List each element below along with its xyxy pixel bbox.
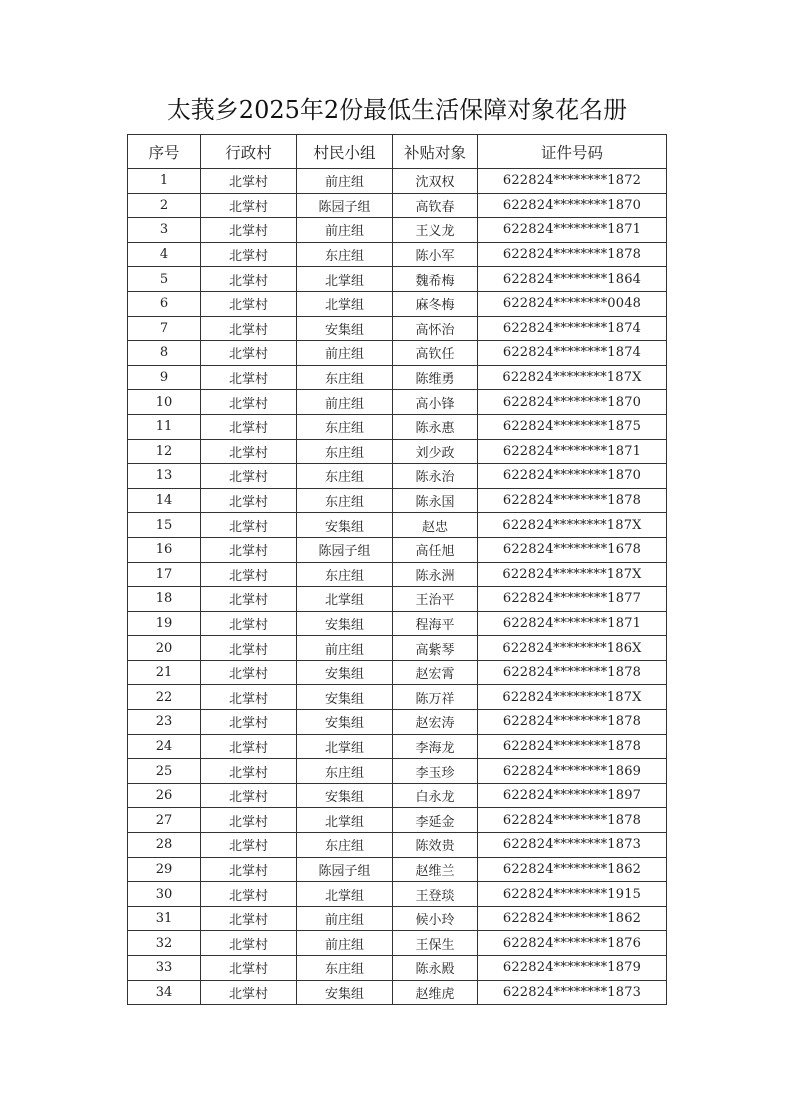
village-cell: 北掌村 — [201, 710, 297, 735]
id-number-cell: 622824********1875 — [478, 414, 667, 439]
id-number-cell: 622824********1915 — [478, 882, 667, 907]
table-row — [128, 660, 667, 685]
header-villager-group: 村民小组 — [297, 135, 393, 169]
serial-number-cell: 8 — [128, 341, 201, 366]
header-row — [128, 135, 667, 169]
id-number-cell: 622824********1878 — [478, 808, 667, 833]
recipient-cell: 赵宏霄 — [393, 660, 478, 685]
serial-number-cell: 23 — [128, 710, 201, 735]
serial-number-cell: 29 — [128, 857, 201, 882]
recipient-cell: 王登琰 — [393, 882, 478, 907]
id-number-cell: 622824********1878 — [478, 242, 667, 267]
id-number-cell: 622824********1678 — [478, 537, 667, 562]
village-cell: 北掌村 — [201, 414, 297, 439]
recipient-cell: 陈永治 — [393, 464, 478, 489]
id-number-cell: 622824********1862 — [478, 906, 667, 931]
group-cell: 东庄组 — [297, 414, 393, 439]
serial-number-cell: 31 — [128, 906, 201, 931]
group-cell: 前庄组 — [297, 390, 393, 415]
serial-number-cell: 30 — [128, 882, 201, 907]
group-cell: 东庄组 — [297, 759, 393, 784]
table-row — [128, 390, 667, 415]
table-row — [128, 857, 667, 882]
group-cell: 安集组 — [297, 611, 393, 636]
group-cell: 北掌组 — [297, 587, 393, 612]
recipient-cell: 陈效贵 — [393, 833, 478, 858]
serial-number-cell: 6 — [128, 291, 201, 316]
group-cell: 东庄组 — [297, 488, 393, 513]
village-cell: 北掌村 — [201, 488, 297, 513]
group-cell: 陈园子组 — [297, 857, 393, 882]
group-cell: 陈园子组 — [297, 193, 393, 218]
id-number-cell: 622824********1878 — [478, 734, 667, 759]
table-row — [128, 931, 667, 956]
group-cell: 安集组 — [297, 316, 393, 341]
table-row — [128, 980, 667, 1005]
table-row — [128, 513, 667, 538]
group-cell: 前庄组 — [297, 218, 393, 243]
id-number-cell: 622824********1870 — [478, 464, 667, 489]
id-number-cell: 622824********187X — [478, 685, 667, 710]
serial-number-cell: 25 — [128, 759, 201, 784]
recipient-cell: 赵维虎 — [393, 980, 478, 1005]
village-cell: 北掌村 — [201, 660, 297, 685]
recipient-cell: 陈维勇 — [393, 365, 478, 390]
village-cell: 北掌村 — [201, 267, 297, 292]
recipient-cell: 陈永国 — [393, 488, 478, 513]
recipient-cell: 李玉珍 — [393, 759, 478, 784]
table-row — [128, 439, 667, 464]
village-cell: 北掌村 — [201, 636, 297, 661]
serial-number-cell: 17 — [128, 562, 201, 587]
village-cell: 北掌村 — [201, 857, 297, 882]
table-row — [128, 906, 667, 931]
id-number-cell: 622824********1879 — [478, 956, 667, 981]
id-number-cell: 622824********1877 — [478, 587, 667, 612]
recipient-cell: 陈小军 — [393, 242, 478, 267]
table-row — [128, 783, 667, 808]
village-cell: 北掌村 — [201, 316, 297, 341]
group-cell: 东庄组 — [297, 562, 393, 587]
table-row — [128, 882, 667, 907]
table-row — [128, 341, 667, 366]
recipient-cell: 刘少政 — [393, 439, 478, 464]
id-number-cell: 622824********1864 — [478, 267, 667, 292]
group-cell: 前庄组 — [297, 341, 393, 366]
recipient-cell: 陈万祥 — [393, 685, 478, 710]
recipient-cell: 白永龙 — [393, 783, 478, 808]
serial-number-cell: 21 — [128, 660, 201, 685]
village-cell: 北掌村 — [201, 906, 297, 931]
recipient-cell: 高任旭 — [393, 537, 478, 562]
recipient-cell: 陈永洲 — [393, 562, 478, 587]
village-cell: 北掌村 — [201, 611, 297, 636]
id-number-cell: 622824********1869 — [478, 759, 667, 784]
serial-number-cell: 11 — [128, 414, 201, 439]
serial-number-cell: 10 — [128, 390, 201, 415]
serial-number-cell: 15 — [128, 513, 201, 538]
serial-number-cell: 7 — [128, 316, 201, 341]
recipient-cell: 赵维兰 — [393, 857, 478, 882]
village-cell: 北掌村 — [201, 390, 297, 415]
village-cell: 北掌村 — [201, 193, 297, 218]
roster-table — [127, 134, 667, 1005]
id-number-cell: 622824********187X — [478, 365, 667, 390]
serial-number-cell: 34 — [128, 980, 201, 1005]
table-row — [128, 218, 667, 243]
village-cell: 北掌村 — [201, 464, 297, 489]
id-number-cell: 622824********186X — [478, 636, 667, 661]
table-row — [128, 734, 667, 759]
table-row — [128, 759, 667, 784]
group-cell: 安集组 — [297, 660, 393, 685]
serial-number-cell: 20 — [128, 636, 201, 661]
serial-number-cell: 22 — [128, 685, 201, 710]
recipient-cell: 高紫琴 — [393, 636, 478, 661]
header-subsidy-recipient: 补贴对象 — [393, 135, 478, 169]
village-cell: 北掌村 — [201, 734, 297, 759]
village-cell: 北掌村 — [201, 685, 297, 710]
recipient-cell: 程海平 — [393, 611, 478, 636]
recipient-cell: 候小玲 — [393, 906, 478, 931]
id-number-cell: 622824********1878 — [478, 660, 667, 685]
serial-number-cell: 14 — [128, 488, 201, 513]
table-row — [128, 193, 667, 218]
group-cell: 安集组 — [297, 783, 393, 808]
id-number-cell: 622824********1874 — [478, 341, 667, 366]
group-cell: 北掌组 — [297, 291, 393, 316]
village-cell: 北掌村 — [201, 587, 297, 612]
village-cell: 北掌村 — [201, 759, 297, 784]
group-cell: 北掌组 — [297, 808, 393, 833]
village-cell: 北掌村 — [201, 808, 297, 833]
village-cell: 北掌村 — [201, 439, 297, 464]
recipient-cell: 沈双权 — [393, 169, 478, 194]
serial-number-cell: 9 — [128, 365, 201, 390]
serial-number-cell: 5 — [128, 267, 201, 292]
village-cell: 北掌村 — [201, 783, 297, 808]
id-number-cell: 622824********1870 — [478, 193, 667, 218]
village-cell: 北掌村 — [201, 980, 297, 1005]
table-row — [128, 316, 667, 341]
id-number-cell: 622824********1871 — [478, 218, 667, 243]
recipient-cell: 王义龙 — [393, 218, 478, 243]
id-number-cell: 622824********1874 — [478, 316, 667, 341]
header-serial-number: 序号 — [128, 135, 201, 169]
recipient-cell: 赵忠 — [393, 513, 478, 538]
village-cell: 北掌村 — [201, 833, 297, 858]
table-row — [128, 291, 667, 316]
serial-number-cell: 2 — [128, 193, 201, 218]
recipient-cell: 李海龙 — [393, 734, 478, 759]
table-row — [128, 267, 667, 292]
header-administrative-village: 行政村 — [201, 135, 297, 169]
village-cell: 北掌村 — [201, 513, 297, 538]
group-cell: 安集组 — [297, 980, 393, 1005]
village-cell: 北掌村 — [201, 169, 297, 194]
village-cell: 北掌村 — [201, 291, 297, 316]
table-row — [128, 242, 667, 267]
recipient-cell: 高钦春 — [393, 193, 478, 218]
serial-number-cell: 1 — [128, 169, 201, 194]
group-cell: 前庄组 — [297, 931, 393, 956]
serial-number-cell: 27 — [128, 808, 201, 833]
table-row — [128, 956, 667, 981]
village-cell: 北掌村 — [201, 956, 297, 981]
recipient-cell: 陈永殿 — [393, 956, 478, 981]
village-cell: 北掌村 — [201, 218, 297, 243]
group-cell: 北掌组 — [297, 882, 393, 907]
id-number-cell: 622824********187X — [478, 513, 667, 538]
table-row — [128, 562, 667, 587]
serial-number-cell: 12 — [128, 439, 201, 464]
serial-number-cell: 16 — [128, 537, 201, 562]
village-cell: 北掌村 — [201, 931, 297, 956]
id-number-cell: 622824********1871 — [478, 611, 667, 636]
recipient-cell: 王保生 — [393, 931, 478, 956]
document-title: 太莪乡2025年2份最低生活保障对象花名册 — [166, 96, 628, 124]
table-row — [128, 808, 667, 833]
serial-number-cell: 33 — [128, 956, 201, 981]
id-number-cell: 622824********1873 — [478, 980, 667, 1005]
serial-number-cell: 28 — [128, 833, 201, 858]
group-cell: 前庄组 — [297, 636, 393, 661]
village-cell: 北掌村 — [201, 365, 297, 390]
table-row — [128, 587, 667, 612]
id-number-cell: 622824********187X — [478, 562, 667, 587]
recipient-cell: 麻冬梅 — [393, 291, 478, 316]
recipient-cell: 赵宏涛 — [393, 710, 478, 735]
id-number-cell: 622824********1862 — [478, 857, 667, 882]
id-number-cell: 622824********1878 — [478, 710, 667, 735]
serial-number-cell: 26 — [128, 783, 201, 808]
serial-number-cell: 18 — [128, 587, 201, 612]
id-number-cell: 622824********1876 — [478, 931, 667, 956]
table-row — [128, 414, 667, 439]
recipient-cell: 高钦任 — [393, 341, 478, 366]
serial-number-cell: 32 — [128, 931, 201, 956]
table-row — [128, 611, 667, 636]
village-cell: 北掌村 — [201, 562, 297, 587]
group-cell: 东庄组 — [297, 464, 393, 489]
recipient-cell: 高小锋 — [393, 390, 478, 415]
id-number-cell: 622824********1870 — [478, 390, 667, 415]
group-cell: 东庄组 — [297, 833, 393, 858]
group-cell: 东庄组 — [297, 439, 393, 464]
id-number-cell: 622824********1878 — [478, 488, 667, 513]
table-row — [128, 537, 667, 562]
recipient-cell: 高怀治 — [393, 316, 478, 341]
recipient-cell: 王治平 — [393, 587, 478, 612]
id-number-cell: 622824********1872 — [478, 169, 667, 194]
recipient-cell: 陈永惠 — [393, 414, 478, 439]
serial-number-cell: 13 — [128, 464, 201, 489]
id-number-cell: 622824********1871 — [478, 439, 667, 464]
group-cell: 陈园子组 — [297, 537, 393, 562]
id-number-cell: 622824********0048 — [478, 291, 667, 316]
village-cell: 北掌村 — [201, 341, 297, 366]
serial-number-cell: 19 — [128, 611, 201, 636]
table-row — [128, 169, 667, 194]
table-row — [128, 365, 667, 390]
group-cell: 东庄组 — [297, 242, 393, 267]
table-row — [128, 464, 667, 489]
group-cell: 前庄组 — [297, 169, 393, 194]
group-cell: 安集组 — [297, 710, 393, 735]
table-row — [128, 833, 667, 858]
id-number-cell: 622824********1897 — [478, 783, 667, 808]
group-cell: 北掌组 — [297, 734, 393, 759]
group-cell: 北掌组 — [297, 267, 393, 292]
id-number-cell: 622824********1873 — [478, 833, 667, 858]
group-cell: 安集组 — [297, 513, 393, 538]
recipient-cell: 魏希梅 — [393, 267, 478, 292]
village-cell: 北掌村 — [201, 882, 297, 907]
serial-number-cell: 4 — [128, 242, 201, 267]
serial-number-cell: 24 — [128, 734, 201, 759]
header-id-number: 证件号码 — [478, 135, 667, 169]
serial-number-cell: 3 — [128, 218, 201, 243]
table-row — [128, 636, 667, 661]
village-cell: 北掌村 — [201, 537, 297, 562]
group-cell: 安集组 — [297, 685, 393, 710]
table-row — [128, 488, 667, 513]
roster-body — [128, 169, 667, 1005]
table-row — [128, 710, 667, 735]
recipient-cell: 李延金 — [393, 808, 478, 833]
group-cell: 东庄组 — [297, 956, 393, 981]
village-cell: 北掌村 — [201, 242, 297, 267]
group-cell: 前庄组 — [297, 906, 393, 931]
table-row — [128, 685, 667, 710]
group-cell: 东庄组 — [297, 365, 393, 390]
